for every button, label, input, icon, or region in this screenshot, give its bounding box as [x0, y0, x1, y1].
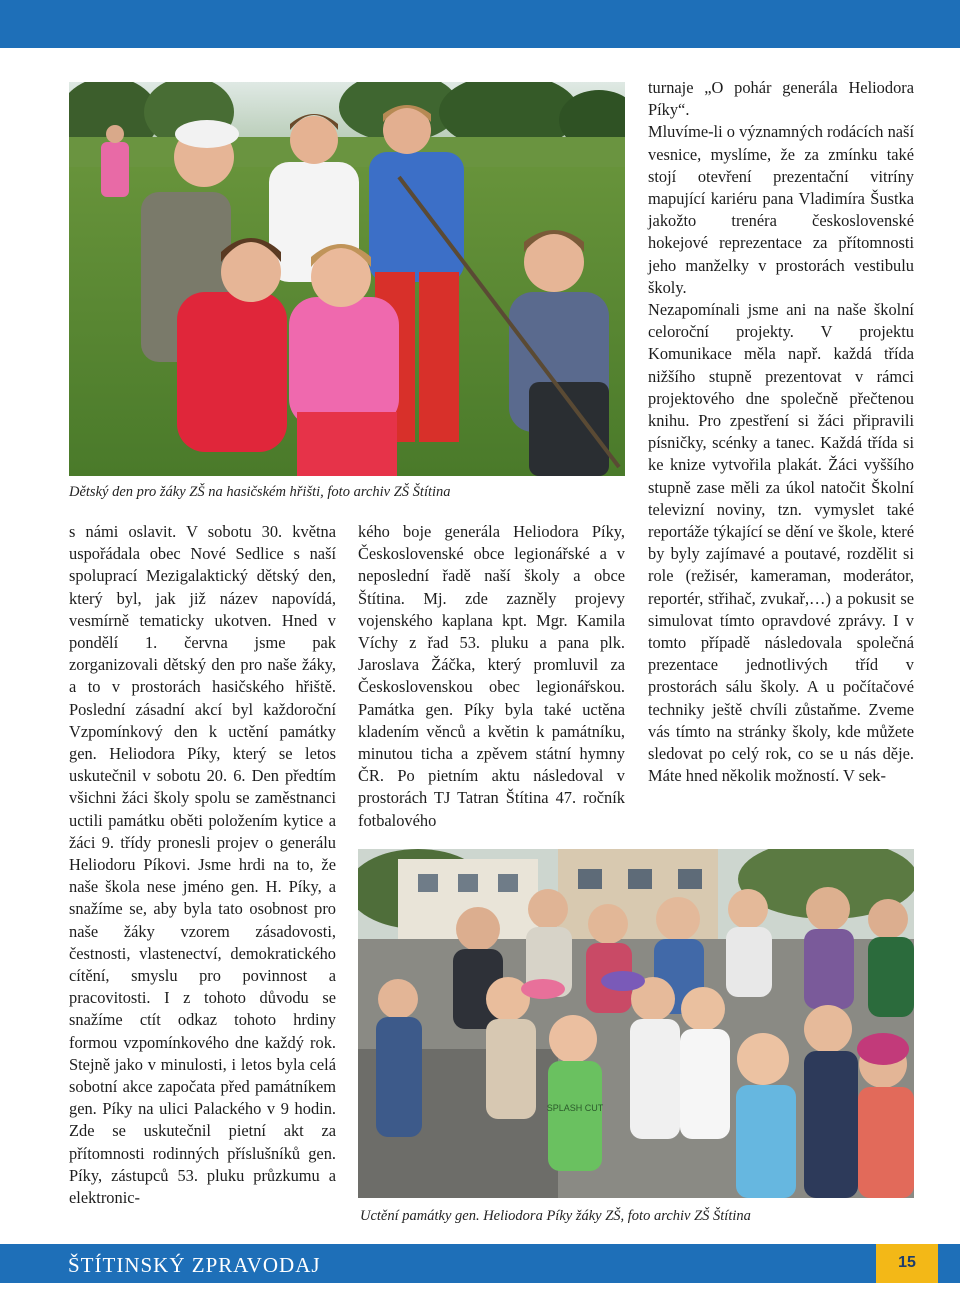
article-column-1	[69, 521, 336, 1209]
column-2-text: kého boje generála Heliodora Píky, Československé obce legionářské a v neposlední řadě naší školy a obce Štítina. Mj. zde zazněly projevy vojenského kaplana kpt. Mgr. Kamila Víchy z řad 53. pluku a pana plk. Jaroslava Žáčka, který promluvil za Československou obec legionářskou. Památka gen. Píky byla také uctěna kladením věnců a květin k památníku, minutou ticha a zpěvem státní hymny ČR. Po pietním aktu následoval v prostorách TJ Tatran Štítina 47. ročník fotbalového	[358, 522, 625, 830]
article-column-3	[648, 77, 914, 788]
photo-memorial-shirt-text: SPLASH CUT	[546, 1103, 604, 1113]
photo-childrens-day-image	[69, 82, 625, 476]
column-3-paragraph-1: turnaje „O pohár generála Heliodora Píky“.	[648, 78, 914, 120]
column-3-paragraph-3: Nezapomínali jsme ani na naše školní celoroční projekty. V projektu Komunikace měla např. každá třída nižšího stupně prezentovat v rámci projektového dne společně přečtenou knihu. Pro zpestření si žáci připravili písničky, scénky a tanec. Každá třída si ke knize vytvořila plakát. Žáci vyššího stupně zase měli za úkol natočit Školní televizní noviny, tzn. vymyslet také reportáže týkající se dění ve škole, které by byly zajímavé a poutavé, rozdělit si role (režisér, kameraman, moderátor, reportér, střihač, zvukař,…) a pokusit se simulovat tímto opravdové zprávy. I v tomto případě následovala společná prezentace jednotlivých tříd v prostorách sálu školy. A u počítačové techniky ještě chvíli zůstaňme. Zveme vás tímto na stránky školy, kde můžete sledovat po celý rok, co se u nás děje. Máte hned několik možností. V sek-	[648, 300, 914, 786]
page-number-box	[876, 1244, 938, 1283]
page-number: 15	[898, 1254, 916, 1271]
photo-childrens-day-caption: Dětský den pro žáky ZŠ na hasičském hřišti, foto archiv ZŠ Štítina	[69, 484, 451, 500]
column-3-paragraph-2: Mluvíme-li o významných rodácích naší vesnice, myslíme, že za zmínku také stojí otevření prezentační vitríny mapující kariéru pana Vladimíra Šustka jakožto trenéra československé hokejové reprezentace za přítomnosti jeho manželky v prostorách vestibulu školy.	[648, 122, 914, 297]
column-1-text: s námi oslavit. V sobotu 30. května uspořádala obec Nové Sedlice s naší spoluprací Mezigalaktický dětský den, který byl, jak již název napovídá, vesmírně tematicky ukotven. Hned v pondělí 1. června jsme pak zorganizovali dětský den pro naše žáky, a to v prostorách hasičského hřiště. Poslední zásadní akcí byl každoroční Vzpomínkový den k uctění památky gen. Heliodora Píky, který se letos uskutečnil v sobotu 20. 6. Den předtím všichni žáci školy spolu se zaměstnanci uctili památku oběti položením kytice a žáci 9. třídy pronesli projev o generálu Heliodoru Píkovi. Jsme hrdi na to, že naše škola nese jméno gen. H. Píky, a snažíme se, aby byla tato osobnost pro naše žáky vzorem zásadovosti, čestnosti, vlastenectví, demokratického cítění, smyslu pro povinnost a pracovitosti. I z tohoto důvodu se snažíme ctít odkaz tohoto hrdiny formou vzpomínkového dne každý rok. Stejně jako v minulosti, i letos byla celá sobotní akce započata před památníkem gen. Píky na ulici Palackého v 9 hodin. Zde se uskutečnil pietní akt za přítomnosti rodinných příslušníků gen. Píky, zástupců 53. pluku průzkumu a elektronic-	[69, 522, 336, 1208]
photo-memorial-caption: Uctění památky gen. Heliodora Píky žáky ZŠ, foto archiv ZŠ Štítina	[360, 1208, 751, 1224]
top-header-bar	[0, 0, 960, 48]
photo-memorial-tribute	[358, 849, 914, 1198]
footer-bar	[0, 1244, 960, 1283]
photo-childrens-day	[69, 82, 625, 476]
article-column-2	[358, 521, 625, 832]
magazine-title: ŠTÍTINSKÝ ZPRAVODAJ	[68, 1253, 321, 1277]
photo-memorial-tribute-image	[358, 849, 914, 1198]
